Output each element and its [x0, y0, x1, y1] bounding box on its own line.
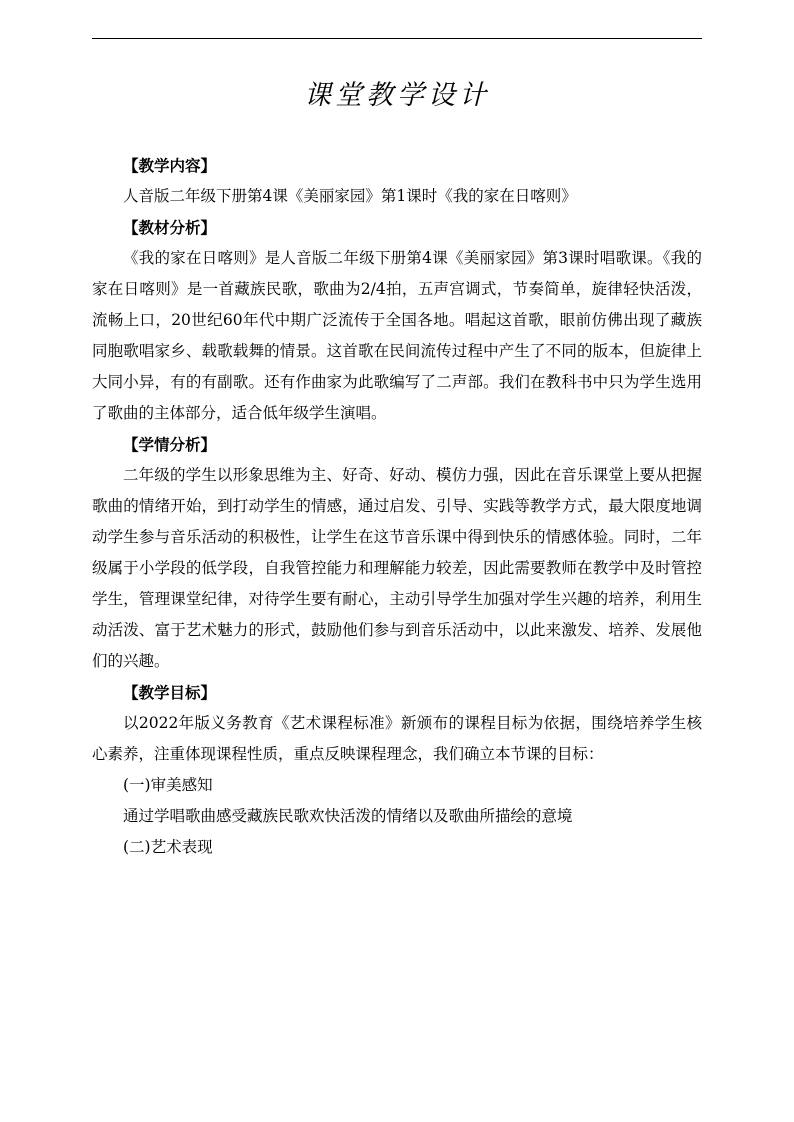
document-title: 课堂教学设计: [304, 80, 490, 111]
section-paragraph-teaching-objectives: 以2022年版义务教育《艺术课程标准》新颁布的课程目标为依据，围绕培养学生核心素养，注重体现课程性质，重点反映课程理念，我们确立本节课的目标：: [92, 714, 702, 763]
section-paragraph-material-analysis: 《我的家在日喀则》是人音版二年级下册第4课《美丽家园》第3课时唱歌课。《我的家在日喀则》是一首藏族民歌，歌曲为2/4拍，五声宫调式，节奏简单，旋律轻快活泼，流畅上口，20世纪60年代中期广泛流传于全国各地。唱起这首歌，眼前仿佛出现了藏族同胞歌唱家乡、载歌载舞的情景。这首歌在民间流传过程中产生了不同的版本，但旋律上大同小异，有的有副歌。还有作曲家为此歌编写了二声部。我们在教科书中只为学生选用了歌曲的主体部分，适合低年级学生演唱。: [92, 249, 702, 422]
document-body: [92, 150, 702, 863]
section-heading-material-analysis: 【教材分析】: [123, 218, 217, 237]
section-heading-learner-analysis: 【学情分析】: [123, 435, 217, 454]
objective-label-artistic-expression: (二)艺术表现: [123, 838, 213, 856]
section-heading-teaching-content: 【教学内容】: [123, 156, 217, 175]
section-paragraph-learner-analysis: 二年级的学生以形象思维为主、好奇、好动、模仿力强，因此在音乐课堂上要从把握歌曲的情绪开始，到打动学生的情感，通过启发、引导、实践等教学方式，最大限度地调动学生参与音乐活动的积极性，让学生在这节音乐课中得到快乐的情感体验。同时，二年级属于小学段的低学段，自我管控能力和理解能力较差，因此需要教师在教学中及时管控学生，管理课堂纪律，对待学生要有耐心，主动引导学生加强对学生兴趣的培养，利用生动活泼、富于艺术魅力的形式，鼓励他们参与到音乐活动中，以此来激发、培养、发展他们的兴趣。: [92, 466, 702, 670]
section-heading-teaching-objectives: 【教学目标】: [123, 683, 217, 702]
header-rule: [92, 38, 702, 39]
objective-label-aesthetic-perception: (一)审美感知: [123, 776, 213, 794]
section-paragraph-teaching-content: 人音版二年级下册第4课《美丽家园》第1课时《我的家在日喀则》: [123, 187, 577, 205]
objective-text-aesthetic-perception: 通过学唱歌曲感受藏族民歌欢快活泼的情绪以及歌曲所描绘的意境: [123, 807, 573, 825]
